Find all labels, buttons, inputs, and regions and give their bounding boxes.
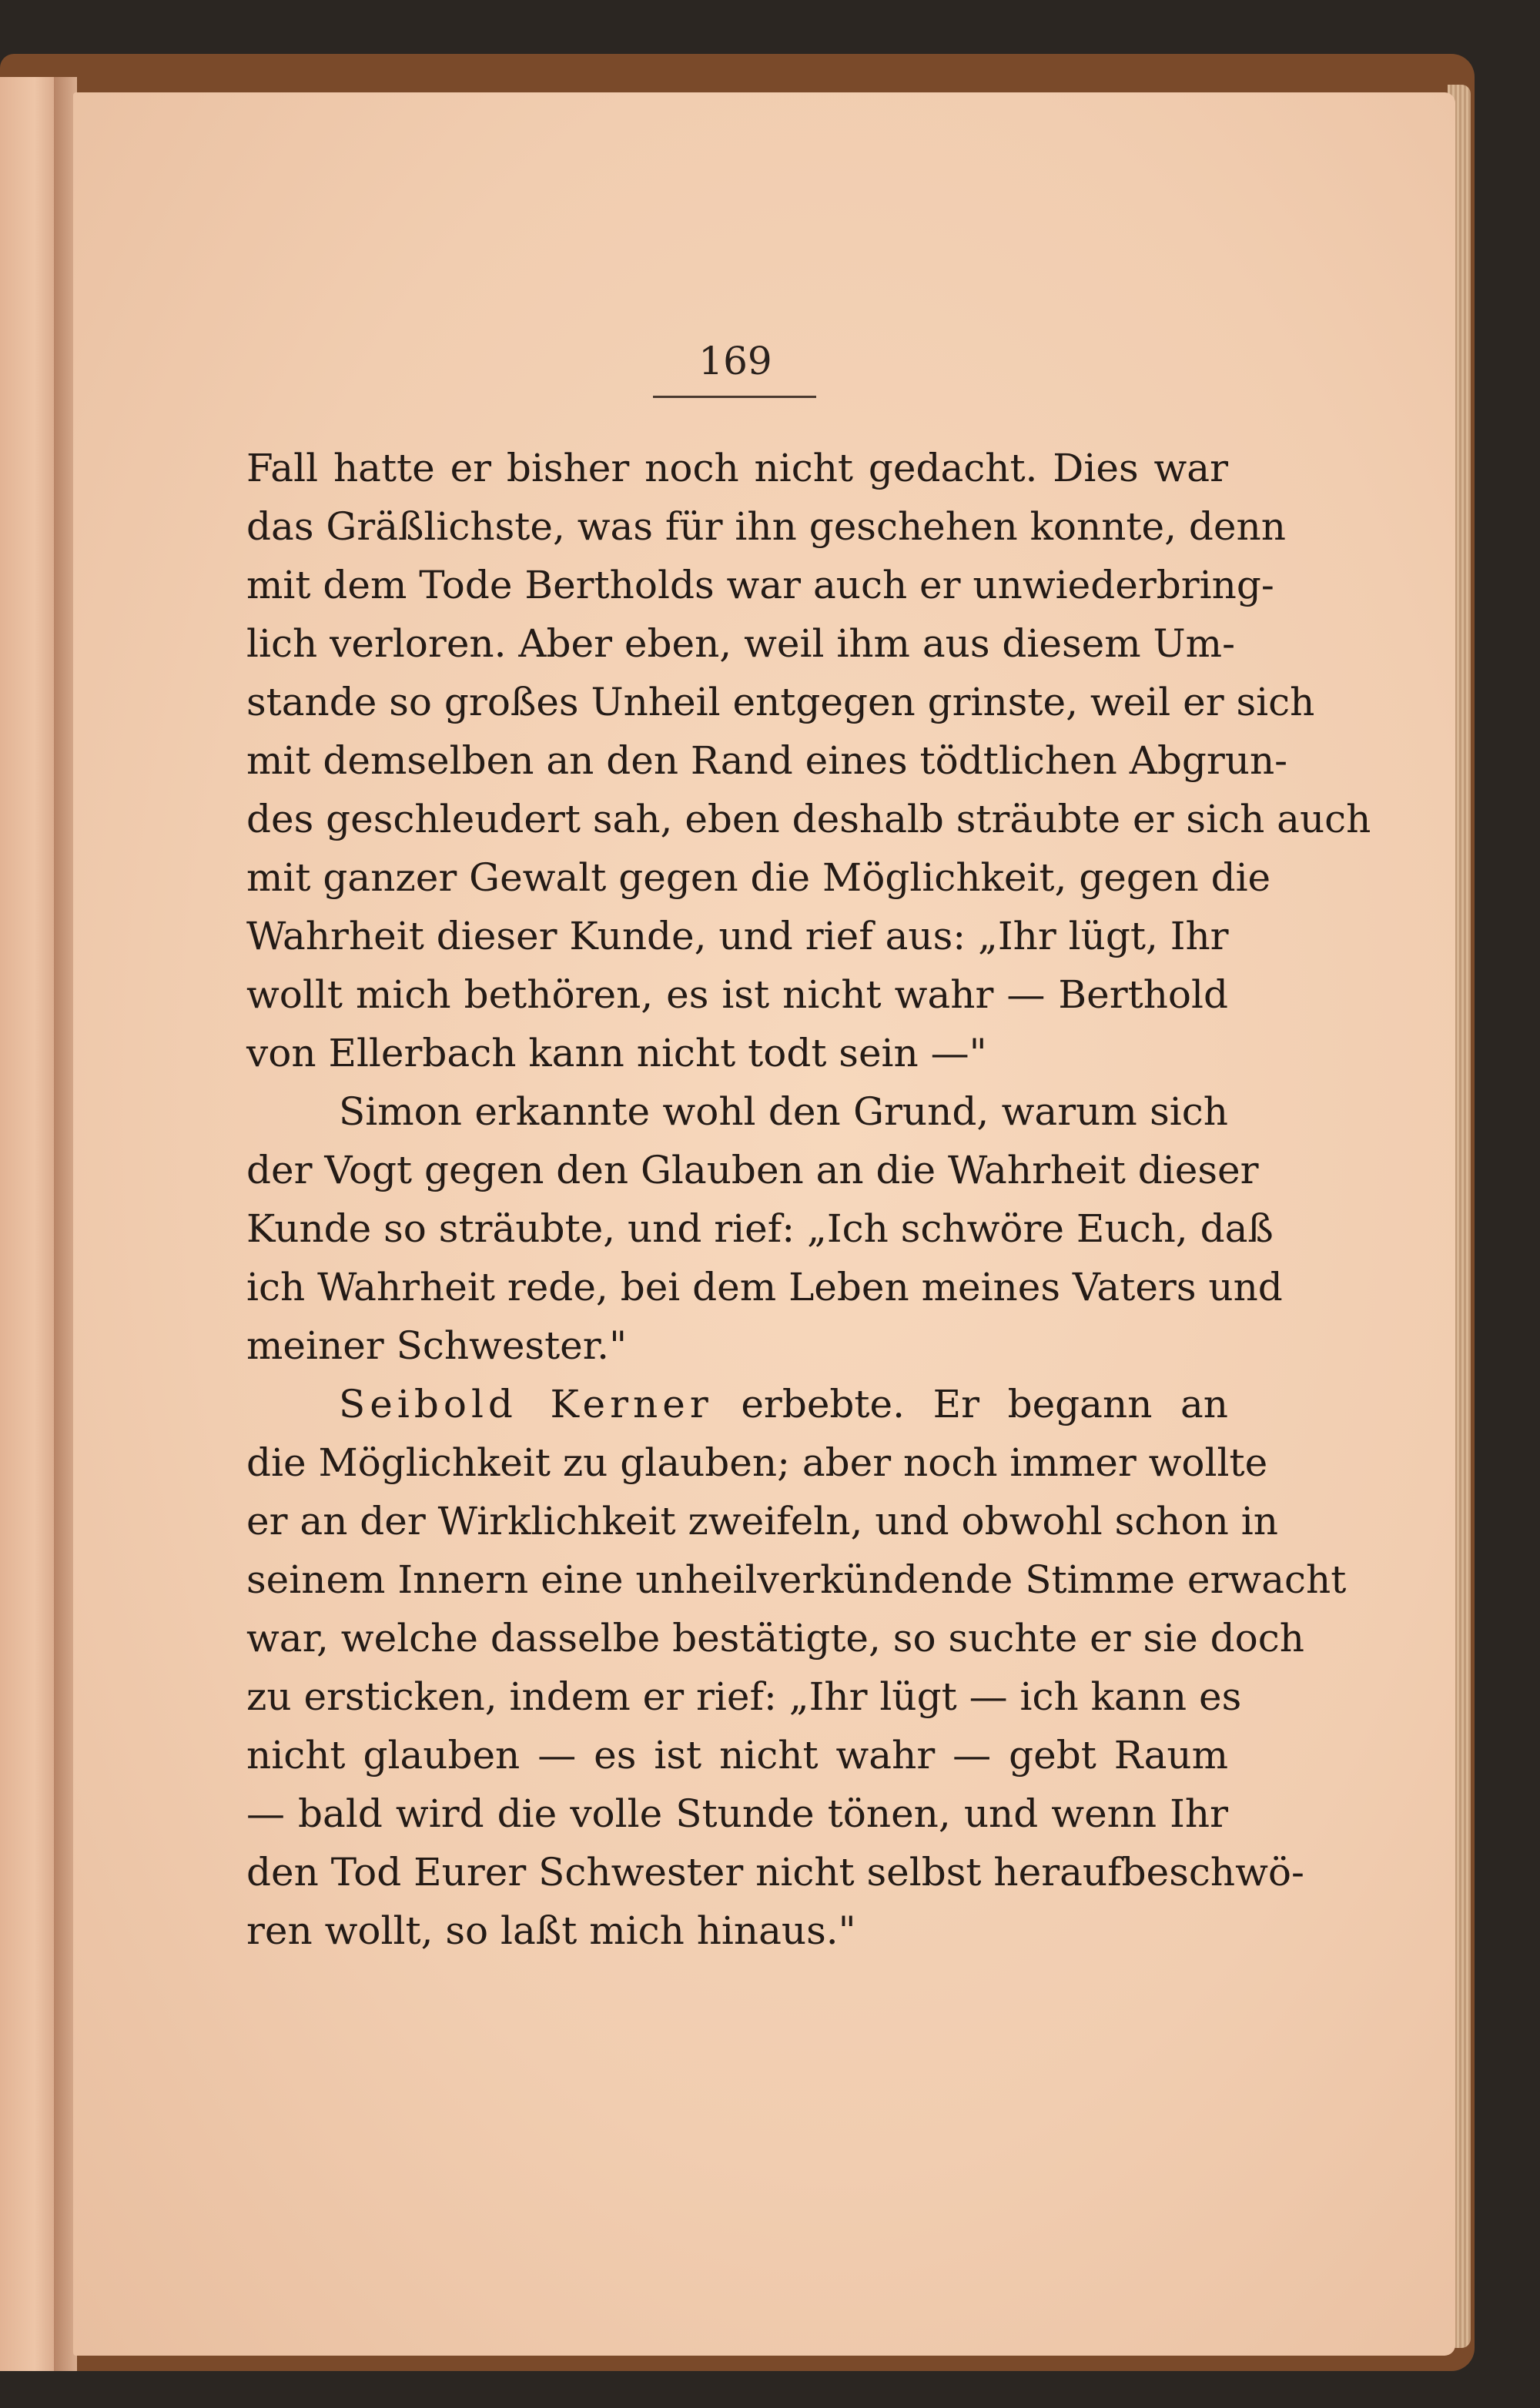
text-line: mit dem Tode Bertholds war auch er unwiederbring-	[246, 563, 1274, 607]
text-line: ren wollt, so laßt mich hinaus."	[246, 1908, 856, 1953]
text-line: mit demselben an den Rand eines tödtlichen Abgrun-	[246, 738, 1288, 783]
text-line: stande so großes Unheil entgegen grinste, weil er sich	[246, 680, 1315, 724]
text-line: Simon erkannte wohl den Grund, warum sich	[339, 1089, 1228, 1134]
text-line: seinem Innern eine unheilverkündende Stimme erwacht	[246, 1557, 1347, 1602]
page-number: 169	[698, 339, 772, 383]
left-page-edge	[0, 77, 58, 2371]
body-text	[246, 439, 1371, 1960]
text-line: — bald wird die volle Stunde tönen, und wenn Ihr	[246, 1791, 1228, 1836]
text-line: den Tod Eurer Schwester nicht selbst heraufbeschwö-	[246, 1850, 1304, 1895]
text-line-rest: erbebte. Er begann an	[712, 1382, 1228, 1426]
text-line: ich Wahrheit rede, bei dem Leben meines Vaters und	[246, 1265, 1283, 1309]
text-line: wollt mich bethören, es ist nicht wahr — Berthold	[246, 972, 1228, 1017]
page-number-rule	[653, 396, 816, 398]
speaker-name: Seibold Kerner	[339, 1382, 713, 1426]
text-line: die Möglichkeit zu glauben; aber noch immer wollte	[246, 1440, 1268, 1485]
text-line: meiner Schwester."	[246, 1323, 628, 1368]
text-line: war, welche dasselbe bestätigte, so suchte er sie doch	[246, 1616, 1304, 1661]
text-line	[246, 1375, 1228, 1433]
text-line: lich verloren. Aber eben, weil ihm aus diesem Um-	[246, 621, 1235, 666]
text-line: das Gräßlichste, was für ihn geschehen konnte, denn	[246, 504, 1286, 549]
text-line: zu ersticken, indem er rief: „Ihr lügt — ich kann es	[246, 1674, 1242, 1719]
text-line: Wahrheit dieser Kunde, und rief aus: „Ihr lügt, Ihr	[246, 914, 1229, 958]
text-line: Kunde so sträubte, und rief: „Ich schwöre Euch, daß	[246, 1206, 1274, 1251]
text-line: des geschleudert sah, eben deshalb sträubte er sich auch	[246, 797, 1371, 841]
text-line: von Ellerbach kann nicht todt sein —"	[246, 1031, 987, 1075]
text-line: Fall hatte er bisher noch nicht gedacht. Dies war	[246, 446, 1228, 490]
text-line: er an der Wirklichkeit zweifeln, und obwohl schon in	[246, 1499, 1278, 1543]
text-line: nicht glauben — es ist nicht wahr — gebt Raum	[246, 1733, 1228, 1778]
text-line: der Vogt gegen den Glauben an die Wahrheit dieser	[246, 1148, 1259, 1192]
text-line: mit ganzer Gewalt gegen die Möglichkeit, gegen die	[246, 855, 1271, 900]
